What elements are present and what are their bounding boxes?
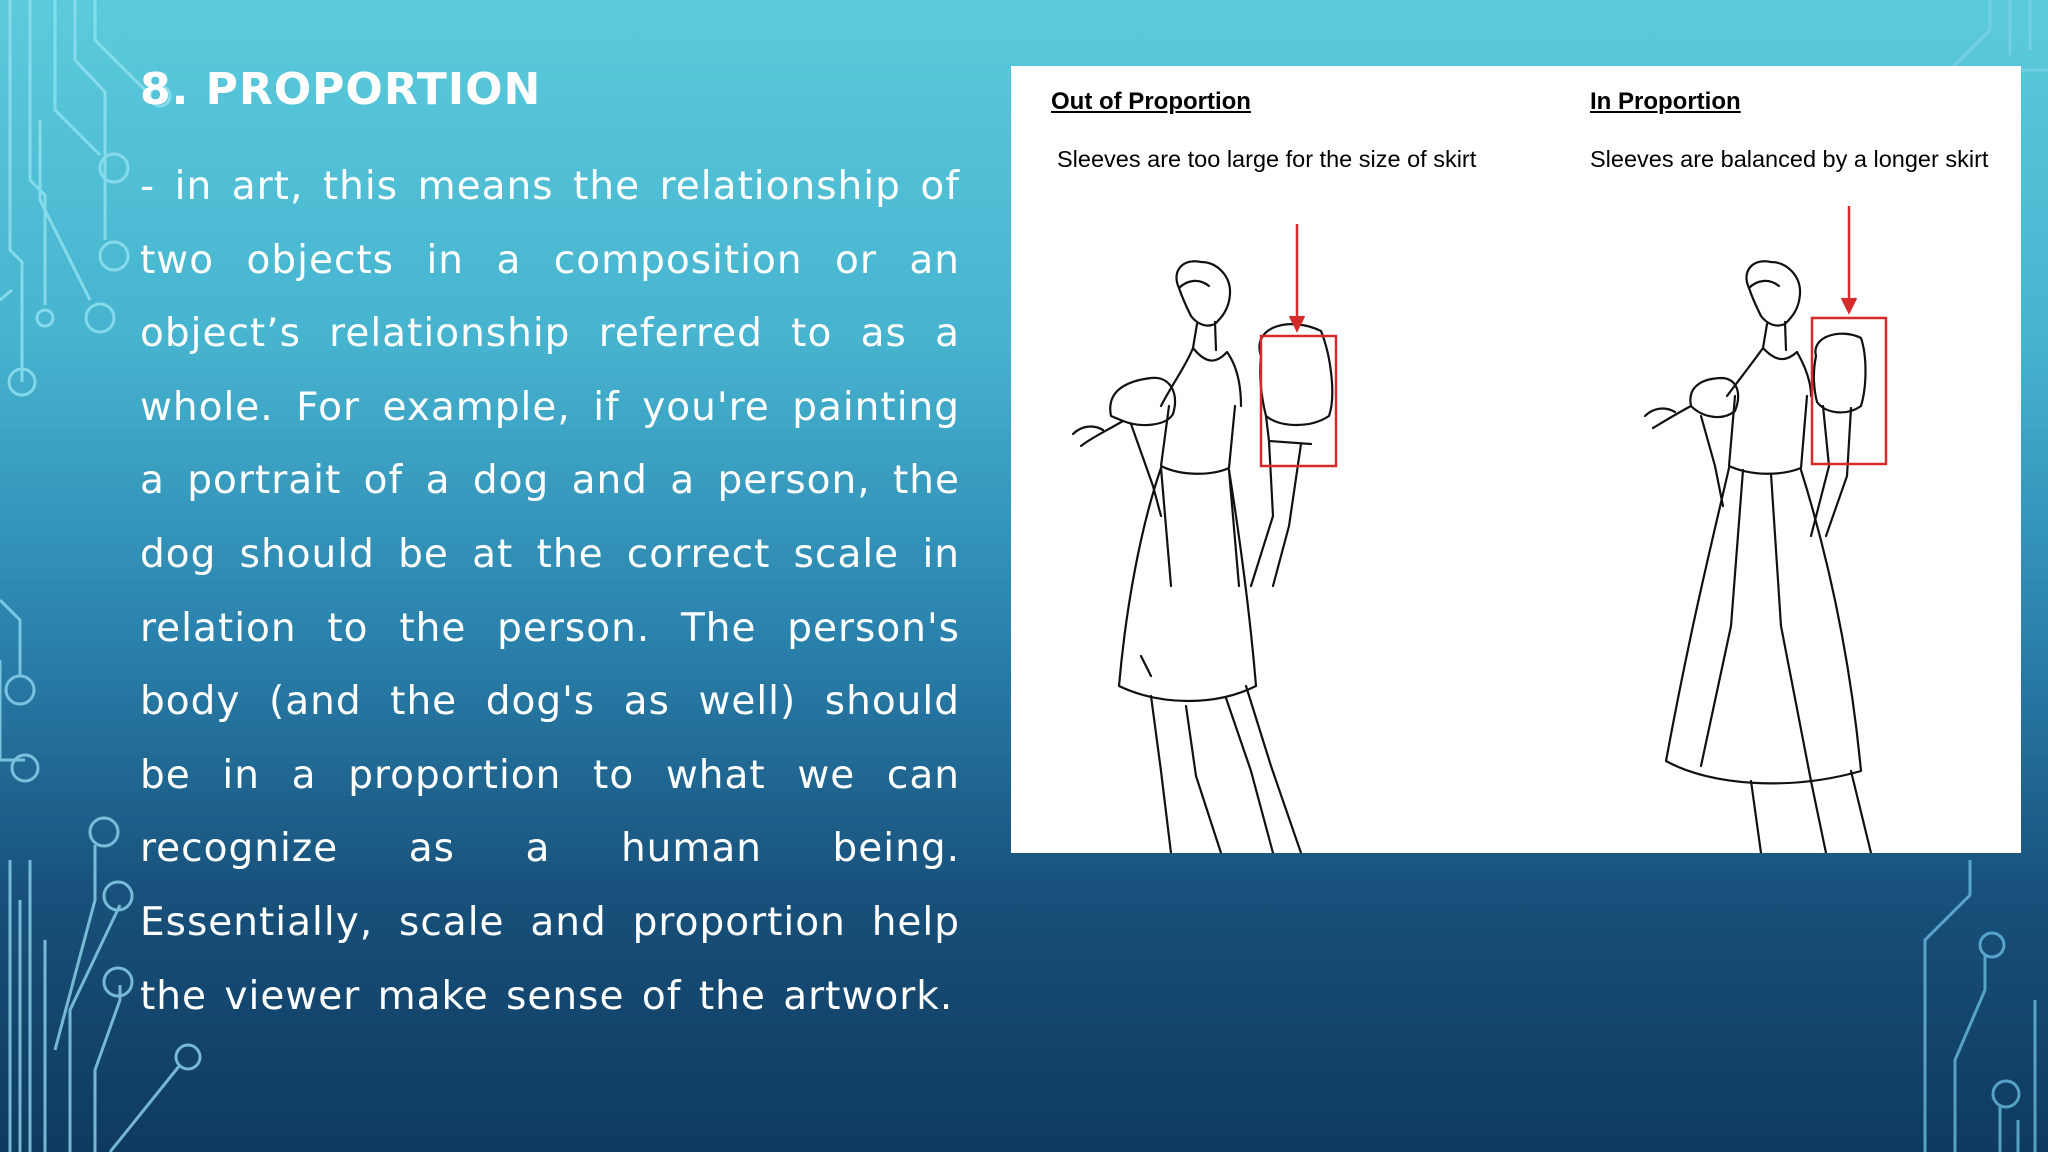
right-panel-heading: In Proportion: [1590, 88, 1741, 115]
dress-sketch-illustration: [1011, 66, 2021, 853]
left-panel-caption: Sleeves are too large for the size of skirt: [1057, 146, 1477, 172]
left-highlight-box: [1261, 336, 1336, 466]
right-panel-caption: Sleeves are balanced by a longer skirt: [1590, 146, 1989, 172]
figure-in-proportion: [1645, 261, 1871, 853]
left-panel-heading: Out of Proportion: [1051, 88, 1251, 115]
body-text: - in art, this means the relationship of two objects in a composition or an object’s relationship referred to as a whole. For example, if you're painting a portrait of a dog and a person, the dog should be at the correct scale in relation to the person. The person's body (and the dog's as well) should be in a proportion to what we can recognize as a human being. Essentially, scale and proportion help the viewer make sense of the artwork.: [140, 164, 960, 1019]
figure-out-of-proportion: [1073, 261, 1332, 853]
slide-title: 8. PROPORTION: [140, 64, 542, 115]
